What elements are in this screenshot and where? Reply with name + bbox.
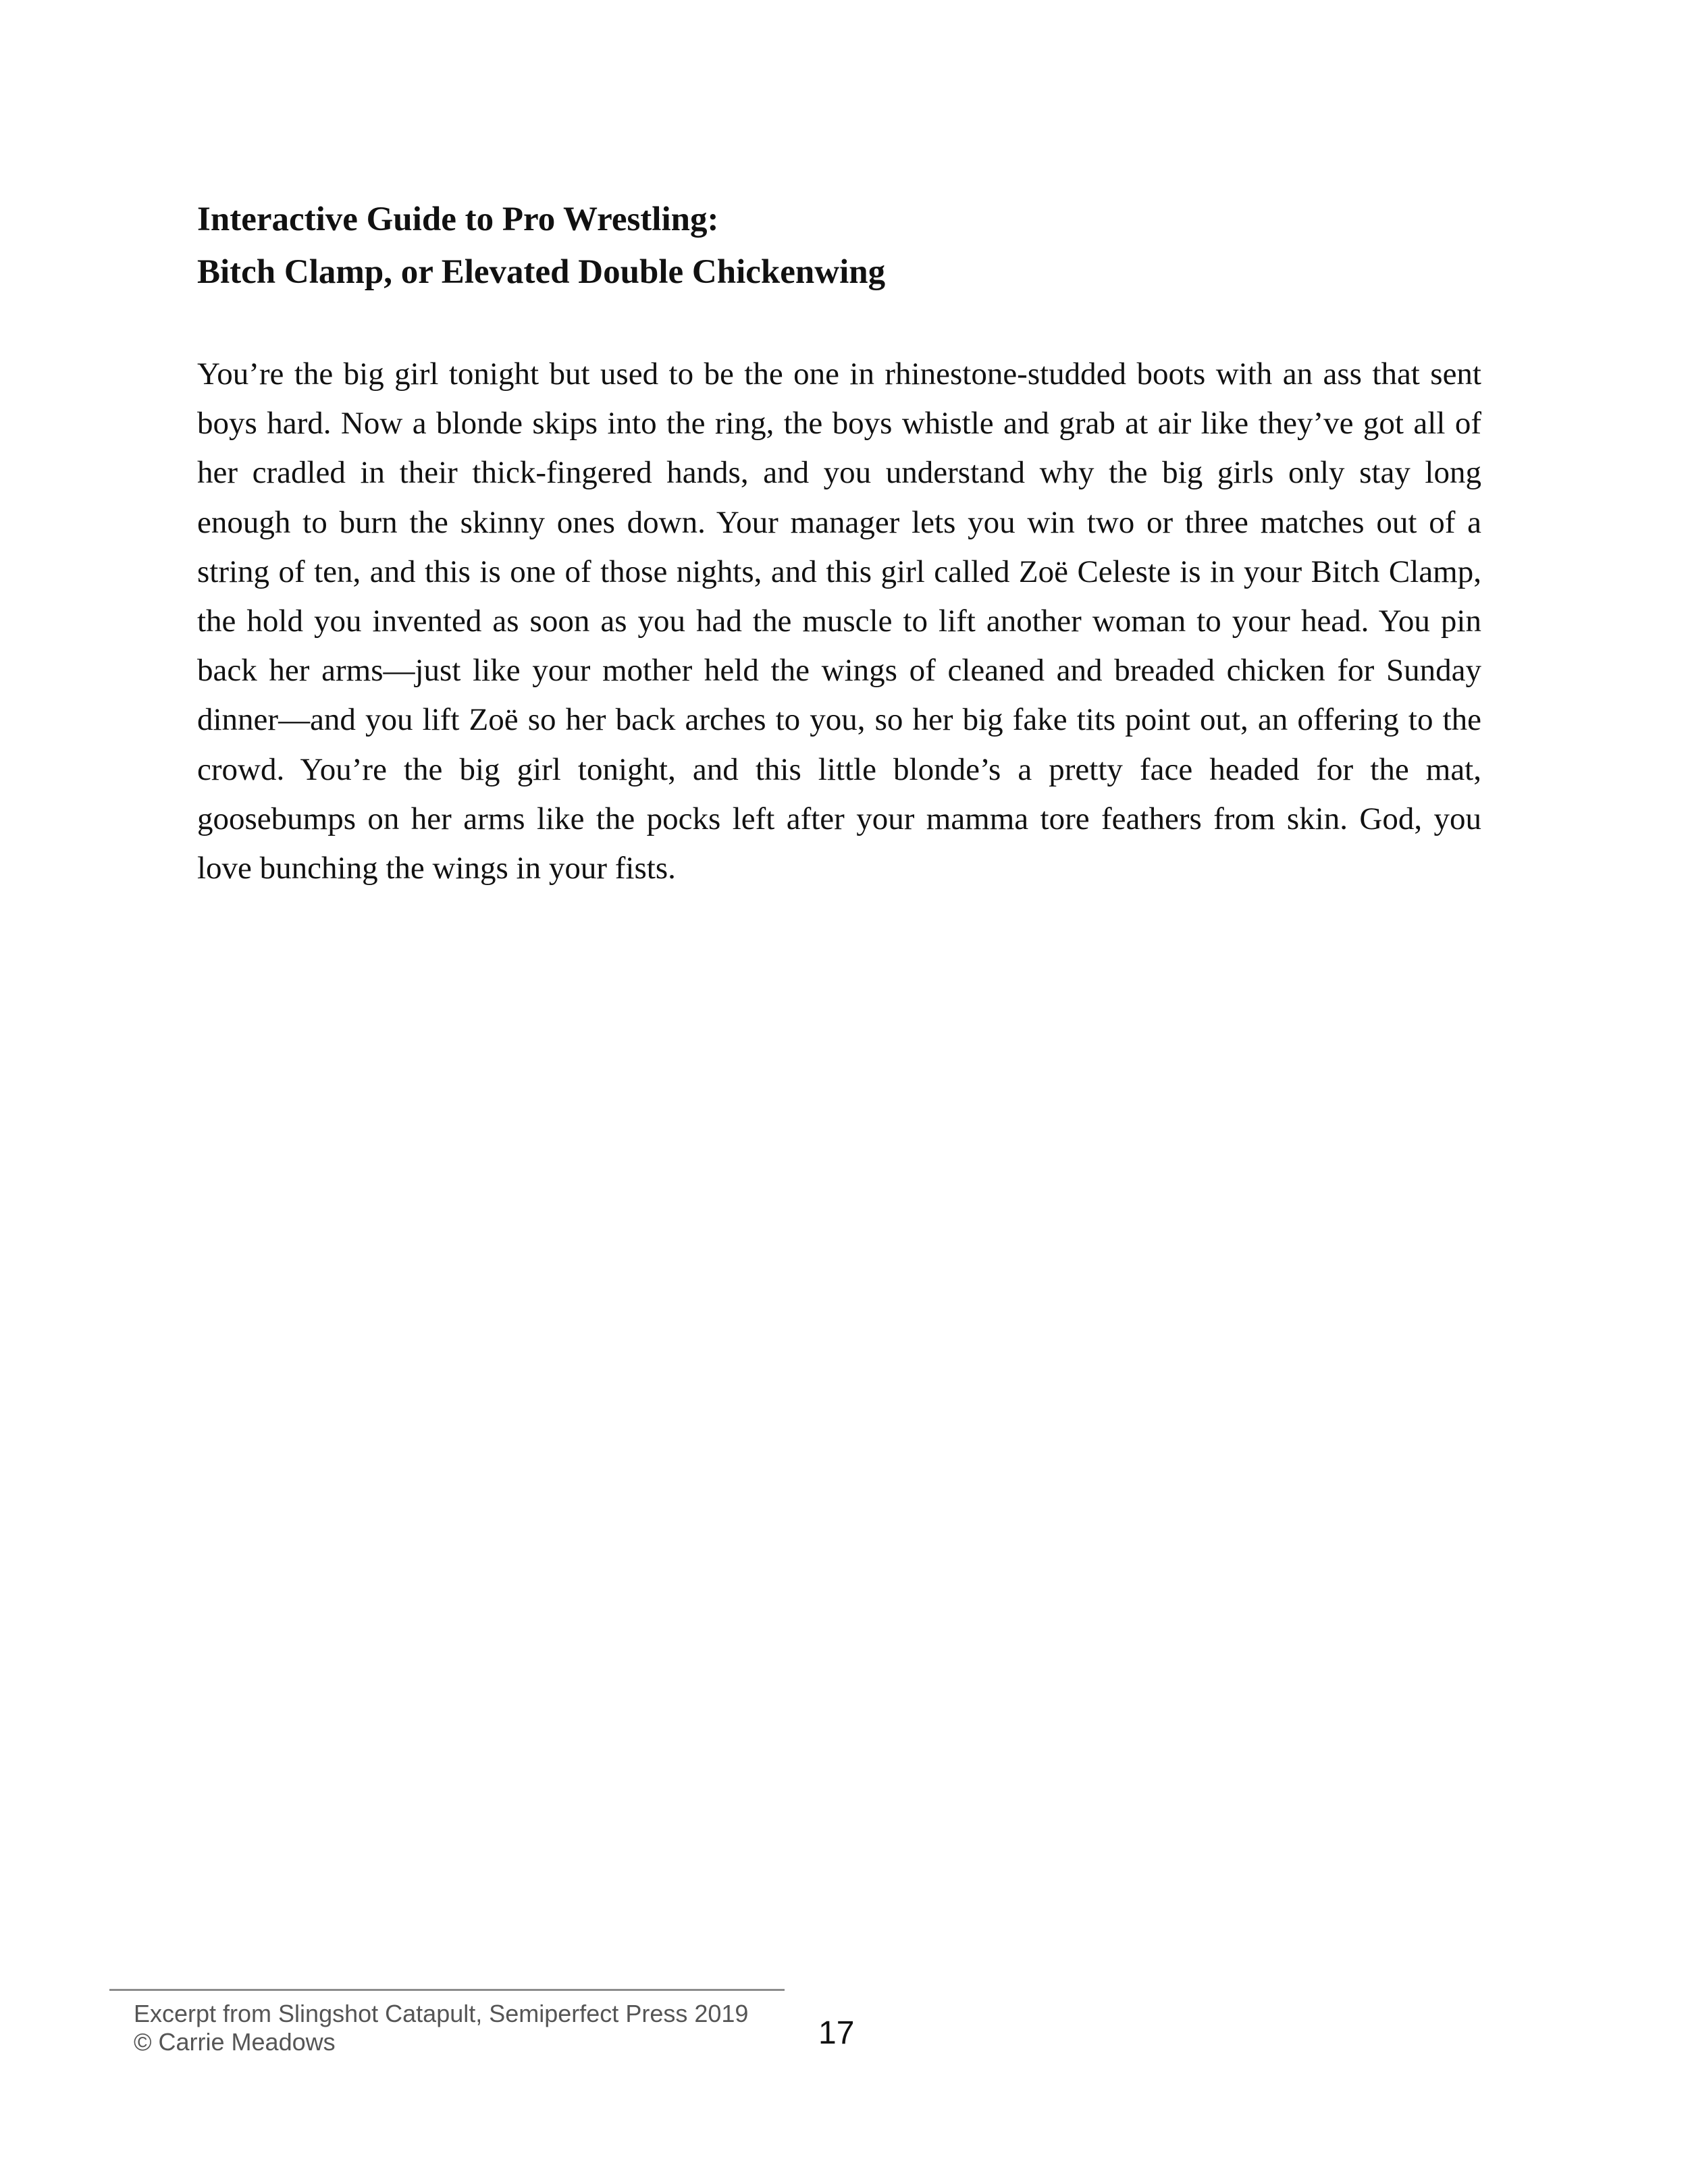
body-paragraph: You’re the big girl tonight but used to be the one in rhinestone-studded boots with an ass that sent boys hard. Now a blonde skips into the ring, the boys whistle and grab at air like they’ve got all of her cradled in their thick-fingered hands, and you understand why the big girls only stay long enough to burn the skinny ones down. Your manager lets you win two or three matches out of a string of ten, and this is one of those nights, and this girl called Zoë Celeste is in your Bitch Clamp, the hold you invented as soon as you had the muscle to lift another woman to your head. You pin back her arms—just like your mother held the wings of cleaned and breaded chicken for Sunday dinner—and you lift Zoë so her back arches to you, so her big fake tits point out, an offering to the crowd. You’re the big girl tonight, and this little blonde’s a pretty face headed for the mat, goosebumps on her arms like the pocks left after your mamma tore feathers from skin. God, you love bunching the wings in your fists. xyxy=(197,356,1481,886)
footer-divider xyxy=(109,1989,785,1991)
page-number: 17 xyxy=(818,2015,855,2051)
footer-note xyxy=(134,2000,809,2056)
page-title xyxy=(197,193,1480,298)
title-line-1: Interactive Guide to Pro Wrestling: xyxy=(197,201,719,238)
footer-excerpt-line: Excerpt from Slingshot Catapult, Semiperfect Press 2019 xyxy=(134,2000,749,2027)
footer-copyright-line: © Carrie Meadows xyxy=(134,2028,336,2056)
title-line-2: Bitch Clamp, or Elevated Double Chickenwing xyxy=(197,253,886,291)
